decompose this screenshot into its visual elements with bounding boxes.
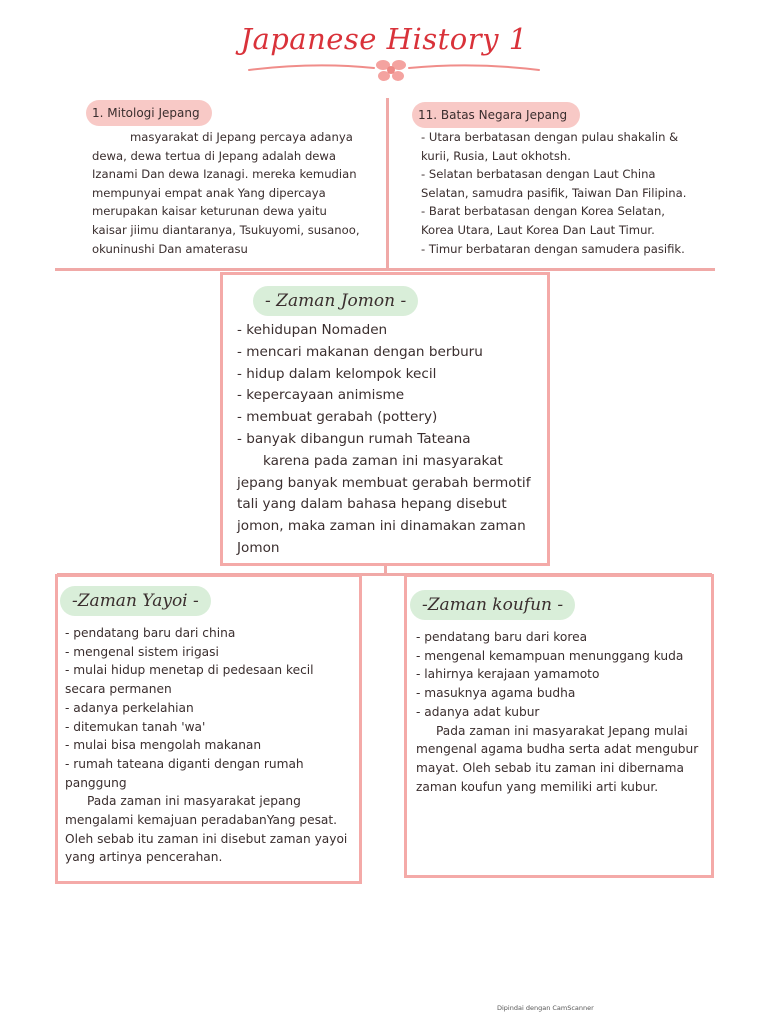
- text-line: okuninushi Dan amaterasu: [92, 241, 248, 256]
- jomon-heading: - Zaman Jomon -: [253, 286, 418, 316]
- jomon-text: [237, 320, 530, 560]
- text-line: - membuat gerabah (pottery): [237, 409, 438, 426]
- text-line: - Selatan berbatasan dengan Laut China: [421, 167, 656, 182]
- text-line: yang artinya pencerahan.: [65, 850, 223, 865]
- text-line: - mulai hidup menetap di pedesaan kecil: [65, 663, 314, 678]
- yayoi-heading: -Zaman Yayoi -: [60, 586, 211, 616]
- batas-text: [421, 128, 686, 258]
- text-line: Pada zaman ini masyarakat Jepang mulai: [436, 723, 688, 738]
- text-line: kurii, Rusia, Laut okhotsh.: [421, 148, 571, 163]
- text-line: Oleh sebab itu zaman ini disebut zaman yayoi: [65, 831, 348, 846]
- text-line: mempunyai empat anak Yang dipercaya: [92, 185, 326, 200]
- yayoi-text: [65, 624, 347, 867]
- text-line: - rumah tateana diganti dengan rumah: [65, 756, 304, 771]
- text-line: kaisar jiimu diantaranya, Tsukuyomi, susanoo,: [92, 222, 360, 237]
- mitologi-text: [92, 128, 360, 258]
- text-line: zaman koufun yang memiliki arti kubur.: [416, 779, 659, 794]
- text-line: jepang banyak membuat gerabah bermotif: [237, 474, 531, 491]
- text-line: - mengenal kemampuan menunggang kuda: [416, 648, 684, 663]
- text-line: jomon, maka zaman ini dinamakan zaman: [237, 518, 526, 535]
- text-line: - mengenal sistem irigasi: [65, 644, 219, 659]
- text-line: Izanami Dan dewa Izanagi. mereka kemudian: [92, 167, 357, 182]
- top-center-divider: [386, 98, 389, 270]
- text-line: - ditemukan tanah 'wa': [65, 719, 206, 734]
- text-line: mayat. Oleh sebab itu zaman ini dibernama: [416, 760, 684, 775]
- text-line: mengalami kemajuan peradabanYang pesat.: [65, 813, 338, 828]
- scanner-footer: Dipindai dengan CamScanner: [497, 1004, 594, 1012]
- batas-heading: 11. Batas Negara Jepang: [412, 102, 580, 128]
- text-line: mengenal agama budha serta adat mengubur: [416, 742, 699, 757]
- text-line: Korea Utara, Laut Korea Dan Laut Timur.: [421, 222, 655, 237]
- text-line: Pada zaman ini masyarakat jepang: [87, 794, 301, 809]
- text-line: dewa, dewa tertua di Jepang adalah dewa: [92, 148, 337, 163]
- text-line: panggung: [65, 775, 127, 790]
- text-line: Selatan, samudra pasifik, Taiwan Dan Filipina.: [421, 185, 687, 200]
- text-line: - hidup dalam kelompok kecil: [237, 365, 437, 382]
- text-line: masyarakat di Jepang percaya adanya: [130, 130, 353, 144]
- text-line: Jomon: [237, 539, 280, 556]
- text-line: - adanya perkelahian: [65, 700, 194, 715]
- text-line: - pendatang baru dari china: [65, 626, 236, 640]
- text-line: - pendatang baru dari korea: [416, 630, 588, 644]
- flower-divider-icon: [244, 56, 544, 86]
- top-horizontal-divider: [55, 268, 715, 271]
- text-line: - adanya adat kubur: [416, 704, 540, 719]
- text-line: - Barat berbatasan dengan Korea Selatan,: [421, 204, 665, 219]
- text-line: - kepercayaan animisme: [237, 387, 405, 404]
- page-title: Japanese History 1: [240, 22, 528, 56]
- text-line: - mulai bisa mengolah makanan: [65, 738, 262, 753]
- text-line: - banyak dibangun rumah Tateana: [237, 430, 471, 447]
- text-line: merupakan kaisar keturunan dewa yaitu: [92, 204, 327, 219]
- koufun-heading: -Zaman koufun -: [410, 590, 575, 620]
- text-line: - masuknya agama budha: [416, 686, 576, 701]
- text-line: - Utara berbatasan dengan pulau shakalin &: [421, 130, 679, 144]
- text-line: karena pada zaman ini masyarakat: [263, 452, 503, 469]
- text-line: - kehidupan Nomaden: [237, 322, 388, 338]
- koufun-text: [416, 628, 698, 796]
- text-line: - lahirnya kerajaan yamamoto: [416, 667, 600, 682]
- text-line: - mencari makanan dengan berburu: [237, 343, 483, 360]
- text-line: secara permanen: [65, 682, 172, 697]
- mitologi-heading: 1. Mitologi Jepang: [86, 100, 212, 126]
- text-line: tali yang dalam bahasa hepang disebut: [237, 496, 507, 513]
- text-line: - Timur berbataran dengan samudera pasifik.: [421, 241, 685, 256]
